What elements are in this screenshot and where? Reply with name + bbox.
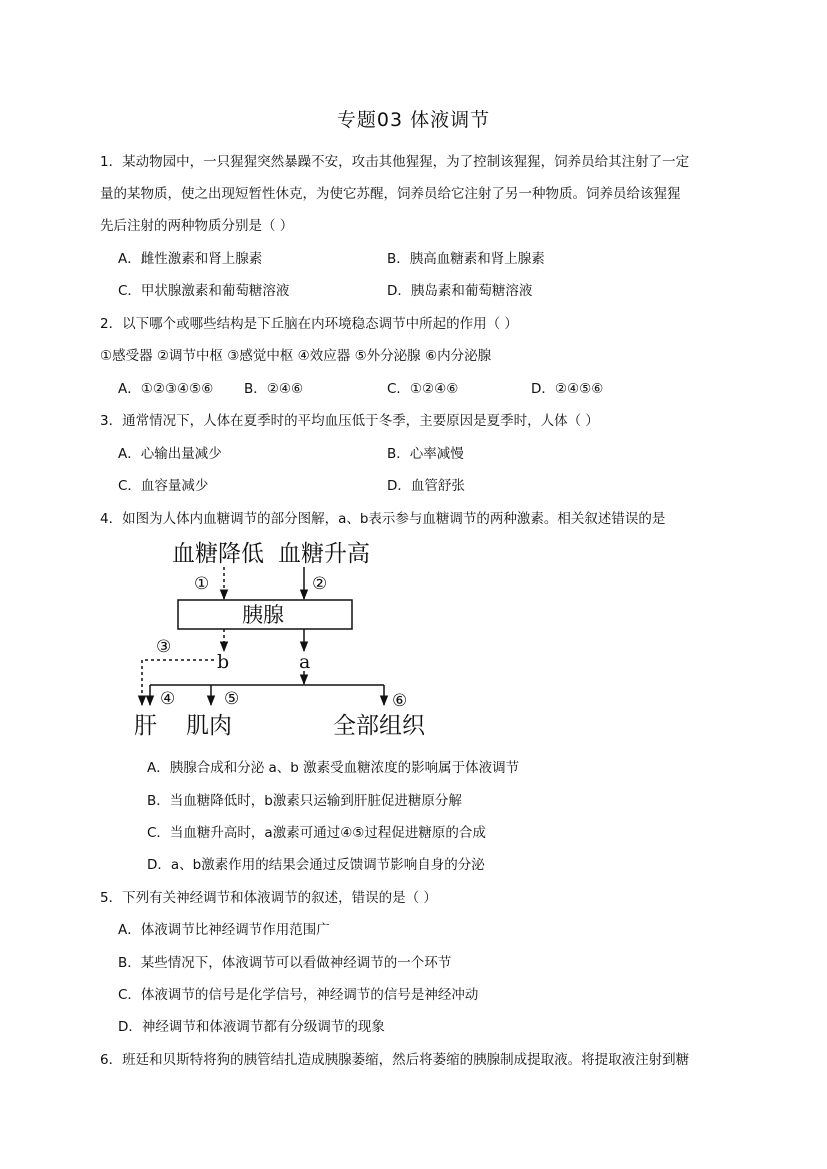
q3-option-a[interactable]: A．心输出量减少 [118,446,222,462]
step-1-label: ① [194,574,210,594]
hormone-b-label: b [217,651,230,673]
q4-line-1: 4．如图为人体内血糖调节的部分图解，a、b表示参与血糖调节的两种激素。相关叙述错误的是 [100,511,666,527]
q2-option-a[interactable]: A．①②③④⑤⑥ [118,381,214,397]
q4-option-b[interactable]: B．当血糖降低时，b激素只运输到肝脏促进糖原分解 [147,793,462,809]
step-3-label: ③ [156,637,172,657]
q6-line-1: 6．班廷和贝斯特将狗的胰管结扎造成胰腺萎缩，然后将萎缩的胰腺制成提取液。将提取液注射到糖 [100,1052,690,1068]
q4-option-a[interactable]: A．胰腺合成和分泌 a、b 激素受血糖浓度的影响属于体液调节 [147,760,520,776]
step-5-label: ⑤ [224,689,240,709]
hormone-a-label: a [299,651,311,673]
q2-option-b[interactable]: B．②④⑥ [244,381,304,397]
step-4-label: ④ [160,689,176,709]
low-glucose-label: 血糖降低 [172,541,264,567]
muscle-label: 肌肉 [186,713,232,739]
all-tissues-label: 全部组织 [333,713,425,739]
high-glucose-label: 血糖升高 [278,541,370,567]
liver-label: 肝 [134,713,157,739]
q5-option-a[interactable]: A．体液调节比神经调节作用范围广 [118,922,330,938]
q3-option-b[interactable]: B．心率减慢 [387,446,464,462]
q5-option-d[interactable]: D．神经调节和体液调节都有分级调节的现象 [118,1019,385,1035]
q1-line-1: 1．某动物园中，一只猩猩突然暴躁不安，攻击其他猩猩，为了控制该猩猩，饲养员给其注射了一定 [100,154,690,170]
q2-line-2: ①感受器 ②调节中枢 ③感觉中枢 ④效应器 ⑤外分泌腺 ⑥内分泌腺 [100,348,492,364]
step-6-label: ⑥ [392,691,408,711]
q3-option-d[interactable]: D．血管舒张 [387,478,465,494]
q5-line-1: 5．下列有关神经调节和体液调节的叙述，错误的是（ ） [100,890,437,906]
q3-line-1: 3．通常情况下，人体在夏季时的平均血压低于冬季，主要原因是夏季时，人体（ ） [100,413,599,429]
page-title: 专题03 体液调节 [336,109,491,131]
pancreas-label: 胰腺 [242,603,284,627]
q1-option-a[interactable]: A．雌性激素和肾上腺素 [118,251,263,267]
q1-option-b[interactable]: B．胰高血糖素和肾上腺素 [387,251,545,267]
q1-option-c[interactable]: C．甲状腺激素和葡萄糖溶液 [118,283,290,299]
q2-line-1: 2．以下哪个或哪些结构是下丘脑在内环境稳态调节中所起的作用（ ） [100,316,518,332]
arrow-b-to-liver [142,660,214,705]
q3-option-c[interactable]: C．血容量减少 [118,478,209,494]
q2-option-d[interactable]: D．②④⑤⑥ [531,381,604,397]
q5-option-b[interactable]: B．某些情况下，体液调节可以看做神经调节的一个环节 [118,955,452,971]
q4-option-c[interactable]: C．当血糖升高时，a激素可通过④⑤过程促进糖原的合成 [147,825,486,841]
q5-option-c[interactable]: C．体液调节的信号是化学信号，神经调节的信号是神经冲动 [118,987,479,1003]
step-2-label: ② [312,574,328,594]
q4-option-d[interactable]: D．a、b激素作用的结果会通过反馈调节影响自身的分泌 [147,857,485,873]
q1-line-3: 先后注射的两种物质分别是（ ） [100,218,294,234]
q2-option-c[interactable]: C．①②④⑥ [387,381,459,397]
q1-option-d[interactable]: D．胰岛素和葡萄糖溶液 [387,283,533,299]
q1-line-2: 量的某物质，使之出现短暂性休克，为使它苏醒，饲养员给它注射了另一种物质。饲养员给该猩猩 [100,186,681,202]
blood-glucose-diagram [128,537,448,747]
